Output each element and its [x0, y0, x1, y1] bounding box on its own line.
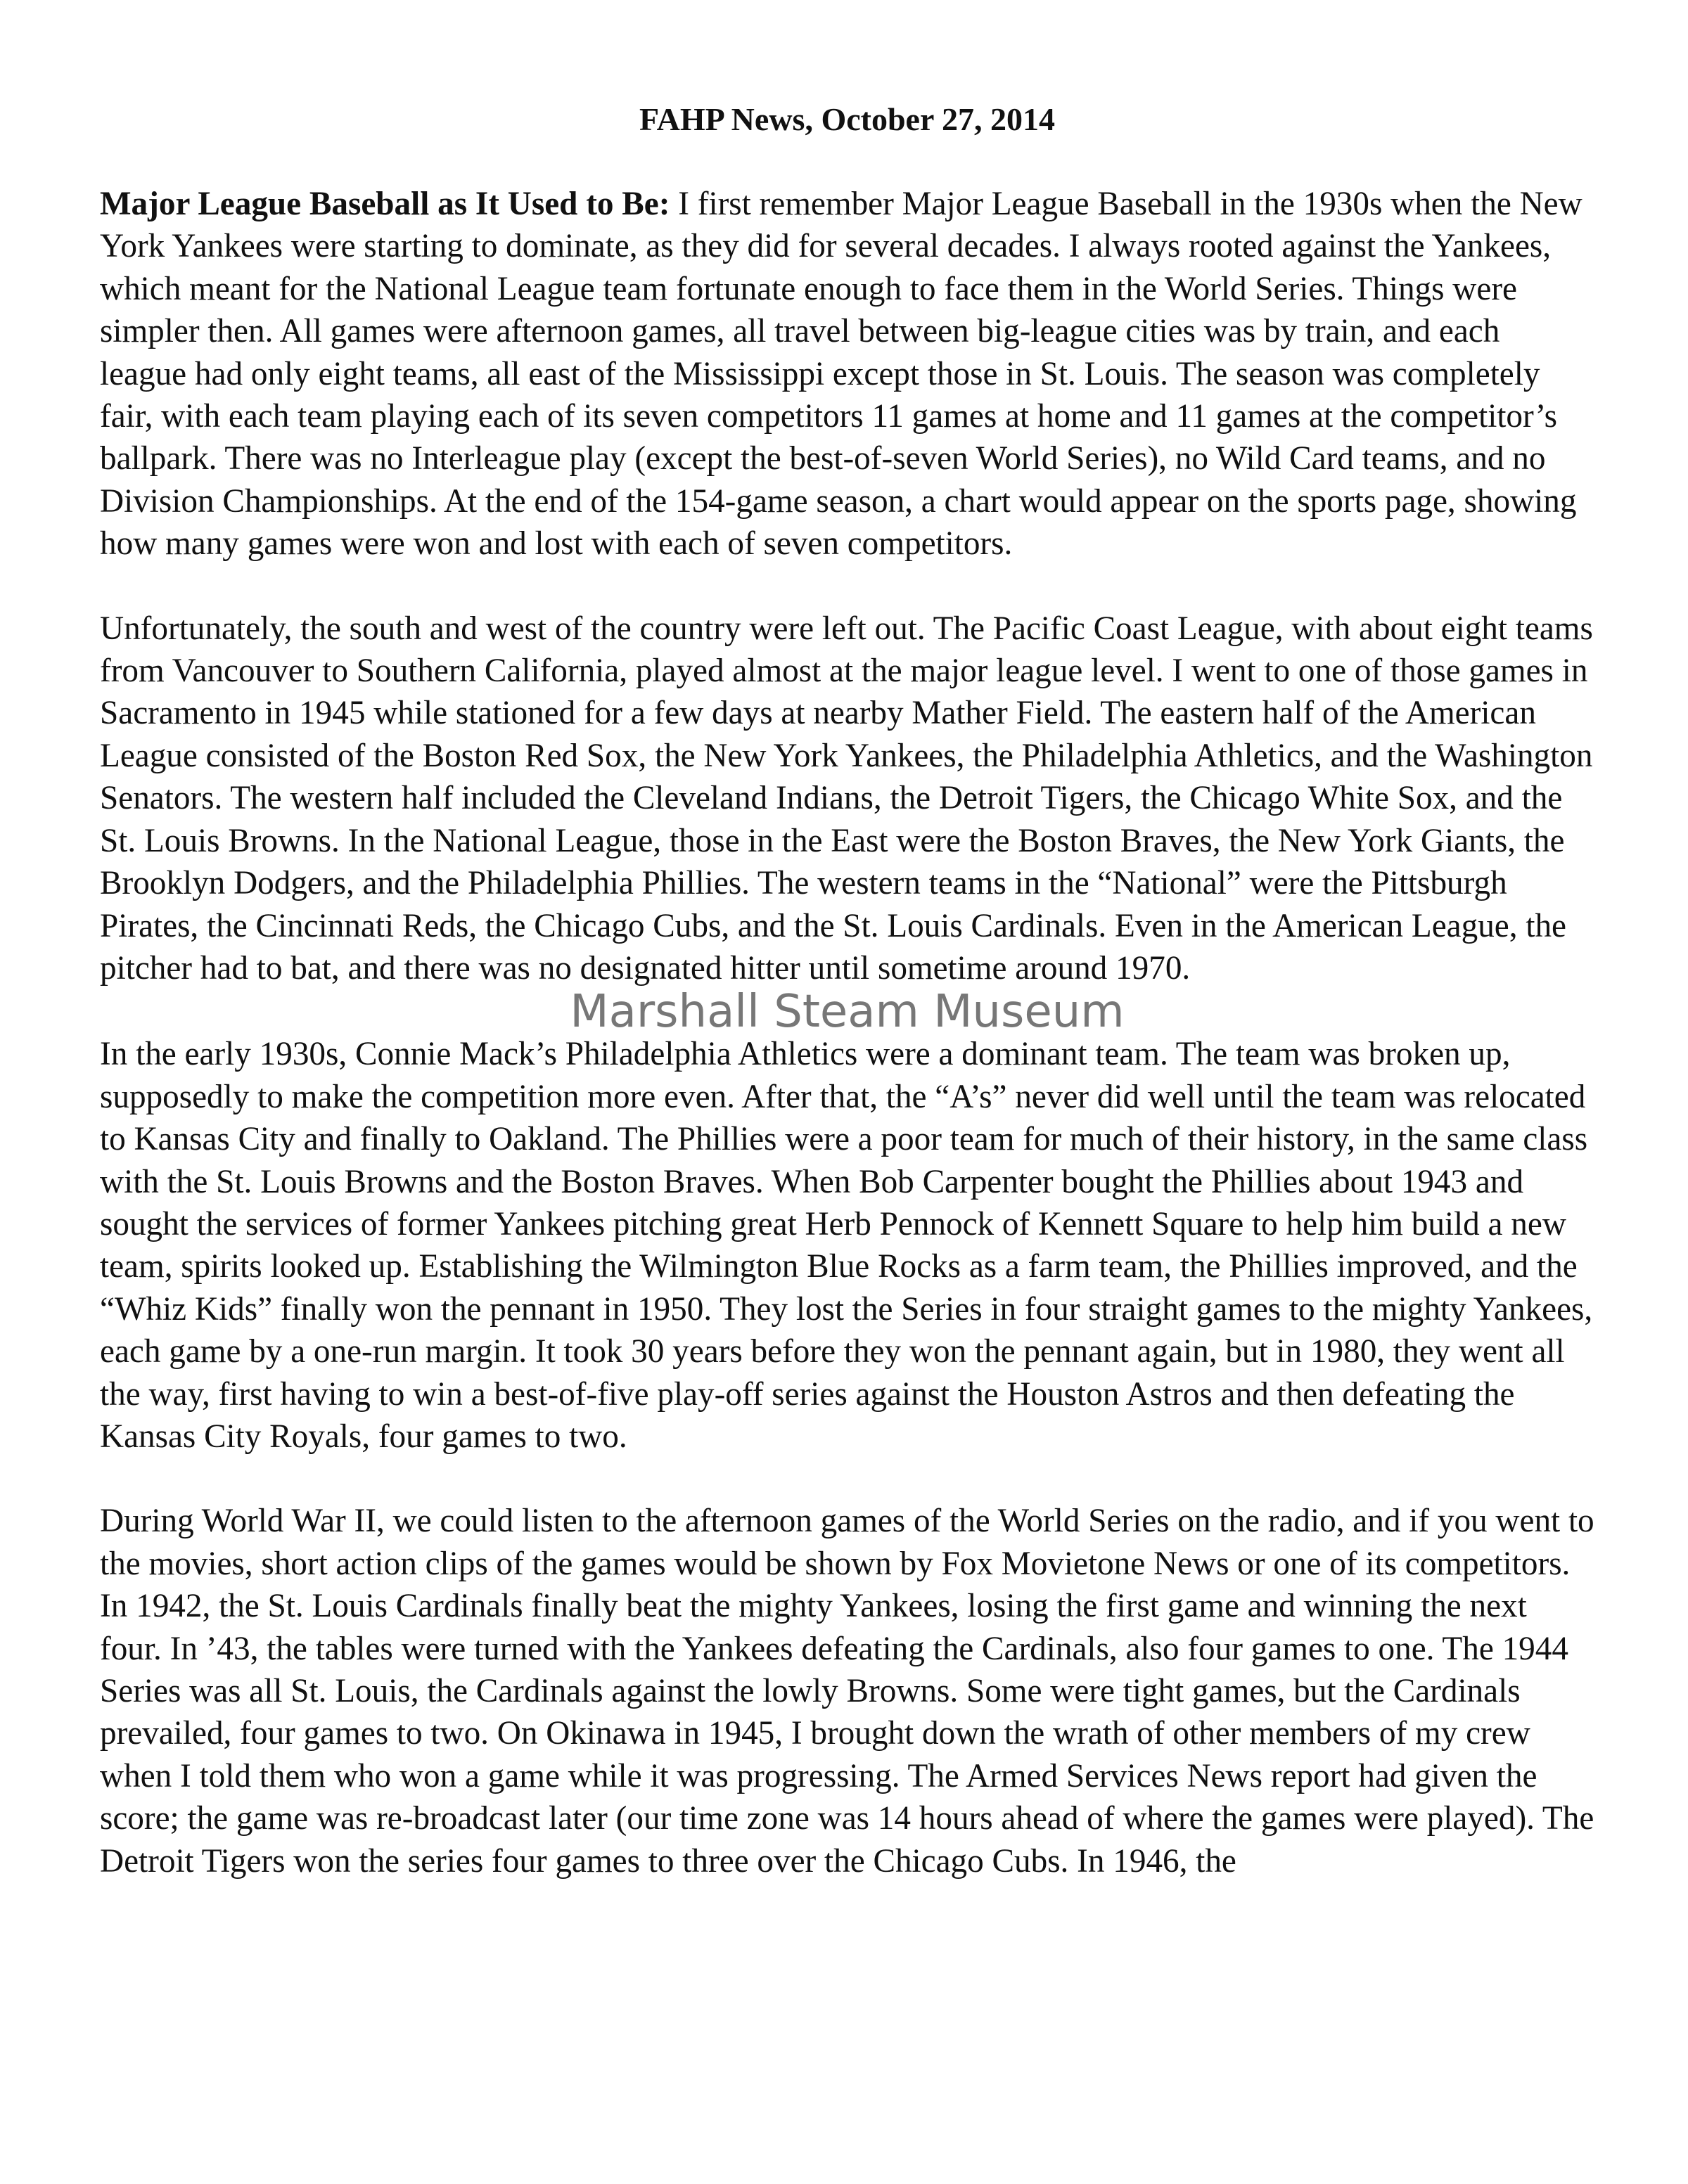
paragraph-1-text: I first remember Major League Baseball in the 1930s when the New York Yankees were starting to dominate, as they did for several decades. I always rooted against the Yankees, which meant for the National League team fortunate enough to face them in the World Series. Things were simpler then. All games were afternoon games, all travel between big-league cities was by train, and each league had only eight teams, all east of the Mississippi except those in St. Louis. The season was completely fair, with each team playing each of its seven competitors 11 games at home and 11 games at the competitor’s ballpark. There was no Interleague play (except the best-of-seven World Series), no Wild Card teams, and no Division Championships. At the end of the 154-game season, a chart would appear on the sports page, showing how many games were won and lost with each of seven competitors.: [100, 186, 1582, 563]
document-page: [100, 98, 1594, 1925]
page-title: FAHP News, October 27, 2014: [639, 101, 1056, 137]
paragraph-2: Unfortunately, the south and west of the country were left out. The Pacific Coast League, with about eight teams from Vancouver to Southern California, played almost at the major league level. I went to one of those games in Sacramento in 1945 while stationed for a few days at nearby Mather Field. The eastern half of the American League consisted of the Boston Red Sox, the New York Yankees, the Philadelphia Athletics, and the Washington Senators. The western half included the Cleveland Indians, the Detroit Tigers, the Chicago White Sox, and the St. Louis Browns. In the National League, those in the East were the Boston Braves, the New York Giants, the Brooklyn Dodgers, and the Philadelphia Phillies. The western teams in the “National” were the Pittsburgh Pirates, the Cincinnati Reds, the Chicago Cubs, and the St. Louis Cardinals. Even in the American League, the pitcher had to bat, and there was no designated hitter until sometime around 1970.: [100, 610, 1593, 987]
paragraph-4: During World War II, we could listen to the afternoon games of the World Series on the radio, and if you went to the movies, short action clips of the games would be shown by Fox Movietone News or one of its competitors. In 1942, the St. Louis Cardinals finally beat the mighty Yankees, losing the first game and winning the next four. In ’43, the tables were turned with the Yankees defeating the Cardinals, also four games to one. The 1944 Series was all St. Louis, the Cardinals against the lowly Browns. Some were tight games, but the Cardinals prevailed, four games to two. On Okinawa in 1945, I brought down the wrath of other members of my crew when I told them who won a game while it was progressing. The Armed Services News report had given the score; the game was re-broadcast later (our time zone was 14 hours ahead of where the games were played). The Detroit Tigers won the series four games to three over the Chicago Cubs. In 1946, the: [100, 1503, 1594, 1880]
paragraph-1: [100, 183, 1594, 565]
paragraph-3: In the early 1930s, Connie Mack’s Philadelphia Athletics were a dominant team. The team was broken up, supposedly to make the competition more even. After that, the “A’s” never did well until the team was relocated to Kansas City and finally to Oakland. The Phillies were a poor team for much of their history, in the same class with the St. Louis Browns and the Boston Braves. When Bob Carpenter bought the Phillies about 1943 and sought the services of former Yankees pitching great Herb Pennock of Kennett Square to help him build a new team, spirits looked up. Establishing the Wilmington Blue Rocks as a farm team, the Phillies improved, and the “Whiz Kids” finally won the pennant in 1950. They lost the Series in four straight games to the mighty Yankees, each game by a one-run margin. It took 30 years before they won the pennant again, but in 1980, they went all the way, first having to win a best-of-five play-off series against the Houston Astros and then defeating the Kansas City Royals, four games to two.: [100, 1036, 1593, 1455]
watermark: Marshall Steam Museum: [570, 986, 1125, 1039]
lead-heading: Major League Baseball as It Used to Be:: [100, 186, 670, 222]
